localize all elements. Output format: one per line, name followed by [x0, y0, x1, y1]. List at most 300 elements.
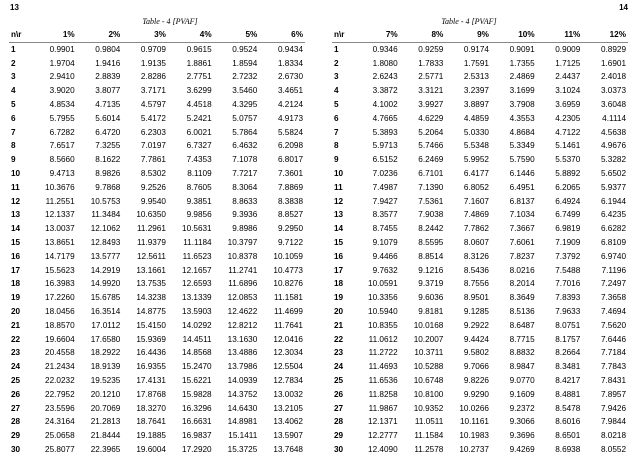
factor-cell: 8.0218 [600, 431, 626, 441]
factor-cell: 13.1339 [182, 293, 212, 303]
factor-cell: 1.8334 [277, 58, 303, 68]
period-cell: 18 [11, 279, 21, 289]
factor-cell: 8.4217 [555, 375, 581, 385]
factor-cell: 14.9920 [90, 279, 121, 289]
factor-cell: 21.8444 [90, 431, 121, 441]
table-row [332, 70, 628, 84]
factor-cell: 13.7535 [136, 279, 166, 289]
factor-cell: 5.2421 [186, 113, 212, 123]
factor-cell: 2.8286 [140, 72, 166, 82]
factor-cell: 13.1661 [136, 265, 166, 275]
factor-cell: 6.8109 [600, 237, 626, 247]
header-rate: 5% [214, 28, 260, 42]
pvaf-table-right [332, 28, 628, 457]
factor-cell: 1.8080 [372, 58, 398, 68]
factor-cell: 22.7952 [45, 389, 75, 399]
factor-cell: 7.9844 [600, 417, 626, 427]
factor-cell: 9.2922 [463, 320, 489, 330]
table-row [9, 429, 305, 443]
factor-cell: 7.6061 [509, 237, 535, 247]
factor-cell: 6.4177 [463, 168, 489, 178]
factor-cell: 19.6004 [136, 444, 166, 454]
factor-cell: 2.6243 [372, 72, 398, 82]
factor-cell: 10.3711 [414, 348, 444, 358]
factor-cell: 7.3255 [95, 141, 121, 151]
factor-cell: 7.6446 [600, 334, 626, 344]
factor-cell: 3.1024 [555, 86, 581, 96]
factor-cell: 10.8355 [368, 320, 398, 330]
factor-cell: 9.2372 [509, 403, 535, 413]
factor-cell: 12.0853 [227, 293, 258, 303]
factor-cell: 8.1109 [187, 168, 212, 178]
factor-cell: 2.5771 [418, 72, 444, 82]
table-row [9, 374, 305, 388]
factor-cell: 5.6014 [95, 113, 121, 123]
table-row [332, 277, 628, 291]
factor-cell: 5.9377 [600, 182, 626, 192]
factor-cell: 8.0216 [509, 265, 535, 275]
factor-cell: 10.1161 [459, 417, 489, 427]
factor-cell: 2.4018 [600, 72, 626, 82]
factor-cell: 18.8570 [45, 320, 75, 330]
factor-cell: 6.1446 [509, 168, 535, 178]
period-cell: 2 [334, 58, 339, 68]
factor-cell: 3.0373 [600, 86, 626, 96]
factor-cell: 16.3296 [182, 403, 212, 413]
period-cell: 11 [11, 182, 20, 192]
period-cell: 15 [11, 237, 21, 247]
factor-cell: 17.2260 [45, 293, 75, 303]
table-row [9, 126, 305, 140]
factor-cell: 9.6036 [418, 293, 444, 303]
factor-cell: 0.9434 [277, 44, 303, 54]
factor-cell: 15.1411 [228, 431, 258, 441]
table-row [9, 402, 305, 416]
factor-cell: 13.5903 [182, 306, 212, 316]
table-row [332, 264, 628, 278]
table-row [9, 153, 305, 167]
factor-cell: 3.9927 [418, 99, 444, 109]
period-cell: 15 [334, 237, 344, 247]
factor-cell: 13.5777 [90, 251, 121, 261]
period-cell: 29 [334, 431, 344, 441]
factor-cell: 9.4466 [372, 251, 398, 261]
factor-cell: 3.1699 [509, 86, 535, 96]
factor-cell: 7.7184 [600, 348, 626, 358]
table-row [9, 84, 305, 98]
factor-cell: 8.9847 [509, 362, 535, 372]
factor-cell: 4.4859 [463, 113, 489, 123]
factor-cell: 8.5302 [140, 168, 166, 178]
factor-cell: 16.4436 [136, 348, 166, 358]
table-row [9, 264, 305, 278]
period-cell: 6 [334, 113, 339, 123]
factor-cell: 9.8226 [463, 375, 489, 385]
factor-cell: 25.0658 [45, 431, 75, 441]
period-cell: 20 [11, 306, 21, 316]
factor-cell: 7.8237 [509, 251, 535, 261]
header-rate: 2% [77, 28, 123, 42]
factor-cell: 4.2124 [277, 99, 303, 109]
factor-cell: 8.7715 [509, 334, 535, 344]
factor-cell: 11.2578 [414, 444, 444, 454]
period-cell: 25 [334, 375, 344, 385]
period-cell: 12 [334, 196, 344, 206]
header-period: n\r [332, 28, 354, 42]
factor-cell: 7.6517 [49, 141, 75, 151]
factor-cell: 18.3270 [136, 403, 166, 413]
factor-cell: 10.1983 [459, 431, 489, 441]
period-cell: 30 [11, 444, 21, 454]
factor-cell: 10.0168 [413, 320, 444, 330]
table-row [332, 42, 628, 56]
period-cell: 25 [11, 375, 21, 385]
factor-cell: 3.6048 [600, 99, 626, 109]
factor-cell: 2.4437 [555, 72, 581, 82]
factor-cell: 7.1390 [418, 182, 444, 192]
factor-cell: 3.6959 [555, 99, 581, 109]
factor-cell: 5.3893 [372, 127, 398, 137]
factor-cell: 6.7499 [555, 210, 581, 220]
factor-cell: 16.3983 [45, 279, 75, 289]
factor-cell: 4.1002 [372, 99, 398, 109]
factor-cell: 24.3164 [45, 417, 75, 427]
header-rate: 9% [445, 28, 491, 42]
factor-cell: 7.7861 [140, 155, 166, 165]
factor-cell: 12.4090 [368, 444, 398, 454]
table-title-right: Table - 4 [PVAF] [441, 17, 497, 26]
factor-cell: 7.7843 [600, 362, 626, 372]
factor-cell: 11.4699 [274, 306, 303, 316]
factor-cell: 0.9091 [509, 44, 535, 54]
factor-cell: 1.9416 [95, 58, 121, 68]
factor-cell: 5.6502 [600, 168, 626, 178]
period-cell: 3 [11, 72, 16, 82]
factor-cell: 7.1607 [463, 196, 489, 206]
factor-cell: 21.2813 [90, 417, 121, 427]
factor-cell: 8.5136 [509, 306, 535, 316]
table-row [332, 250, 628, 264]
factor-cell: 7.1909 [555, 237, 581, 247]
factor-cell: 7.0197 [140, 141, 166, 151]
period-cell: 19 [334, 293, 344, 303]
factor-cell: 12.5611 [136, 251, 166, 261]
factor-cell: 7.2497 [600, 279, 626, 289]
factor-cell: 0.9524 [232, 44, 258, 54]
factor-cell: 4.3553 [509, 113, 535, 123]
period-cell: 9 [11, 155, 16, 165]
factor-cell: 4.5797 [140, 99, 166, 109]
factor-cell: 14.8568 [182, 348, 212, 358]
factor-cell: 15.2470 [182, 362, 212, 372]
period-cell: 11 [334, 182, 343, 192]
factor-cell: 4.9173 [277, 113, 303, 123]
header-rate: 4% [168, 28, 214, 42]
factor-cell: 12.3034 [273, 348, 303, 358]
factor-cell: 2.7232 [232, 72, 258, 82]
pvaf-table-left [9, 28, 305, 457]
header-rate: 6% [259, 28, 305, 42]
factor-cell: 11.8258 [368, 389, 398, 399]
header-rate: 3% [122, 28, 168, 42]
table-row [332, 360, 628, 374]
factor-cell: 12.2777 [368, 431, 398, 441]
period-cell: 21 [334, 320, 344, 330]
factor-cell: 8.3649 [509, 293, 535, 303]
factor-cell: 7.8869 [277, 182, 303, 192]
factor-cell: 9.4424 [463, 334, 489, 344]
factor-cell: 9.2526 [140, 182, 166, 192]
factor-cell: 6.4632 [232, 141, 258, 151]
table-row [332, 139, 628, 153]
period-cell: 29 [11, 431, 21, 441]
table-row [332, 333, 628, 347]
factor-cell: 8.6487 [509, 320, 535, 330]
factor-cell: 21.2434 [45, 362, 75, 372]
factor-cell: 9.5802 [463, 348, 489, 358]
factor-cell: 2.5313 [463, 72, 489, 82]
factor-cell: 8.0607 [463, 237, 489, 247]
table-row [9, 208, 305, 222]
period-cell: 17 [334, 265, 344, 275]
factor-cell: 3.6299 [186, 86, 212, 96]
factor-cell: 14.7179 [45, 251, 75, 261]
factor-cell: 6.2098 [277, 141, 303, 151]
factor-cell: 13.1630 [227, 334, 258, 344]
table-row [332, 236, 628, 250]
factor-cell: 6.7101 [418, 168, 444, 178]
factor-cell: 8.7556 [463, 279, 489, 289]
factor-cell: 7.9038 [418, 210, 444, 220]
factor-cell: 15.4150 [136, 320, 166, 330]
factor-cell: 5.5348 [463, 141, 489, 151]
table-row [332, 291, 628, 305]
factor-cell: 11.2722 [368, 348, 398, 358]
factor-cell: 2.7751 [186, 72, 212, 82]
header-rate: 12% [582, 28, 628, 42]
factor-cell: 11.6536 [368, 375, 398, 385]
table-row [332, 195, 628, 209]
factor-cell: 5.8892 [555, 168, 581, 178]
factor-cell: 11.6523 [182, 251, 212, 261]
factor-cell: 4.4518 [186, 99, 212, 109]
factor-cell: 8.7455 [372, 224, 398, 234]
factor-cell: 10.9352 [413, 403, 444, 413]
table-row [9, 98, 305, 112]
factor-cell: 9.7868 [95, 182, 121, 192]
period-cell: 30 [334, 444, 344, 454]
table-row [9, 42, 305, 56]
factor-cell: 10.3676 [45, 182, 75, 192]
factor-cell: 7.4987 [372, 182, 398, 192]
factor-cell: 1.7591 [463, 58, 489, 68]
factor-cell: 11.9379 [136, 237, 166, 247]
table-row [9, 319, 305, 333]
factor-cell: 7.5361 [418, 196, 444, 206]
factor-cell: 10.3797 [227, 237, 258, 247]
pvaf-table-left-container [9, 28, 305, 457]
factor-cell: 9.7066 [463, 362, 489, 372]
factor-cell: 23.5596 [45, 403, 75, 413]
factor-cell: 8.3577 [372, 210, 398, 220]
period-cell: 5 [11, 99, 16, 109]
factor-cell: 7.4353 [186, 155, 212, 165]
factor-cell: 10.5288 [413, 362, 444, 372]
table-row [332, 208, 628, 222]
factor-cell: 4.5638 [600, 127, 626, 137]
factor-cell: 6.8052 [463, 182, 489, 192]
factor-cell: 7.8393 [555, 293, 581, 303]
factor-cell: 9.4269 [509, 444, 535, 454]
table-row [332, 84, 628, 98]
factor-cell: 3.9020 [49, 86, 75, 96]
factor-cell: 11.7641 [274, 320, 303, 330]
factor-cell: 7.7862 [463, 224, 489, 234]
factor-cell: 0.8929 [600, 44, 626, 54]
factor-cell: 9.3851 [186, 196, 212, 206]
factor-cell: 18.9139 [90, 362, 121, 372]
factor-cell: 7.3667 [509, 224, 535, 234]
factor-cell: 4.6229 [418, 113, 444, 123]
period-cell: 17 [11, 265, 21, 275]
period-cell: 26 [11, 389, 21, 399]
factor-cell: 20.4558 [45, 348, 75, 358]
factor-cell: 1.6901 [600, 58, 626, 68]
factor-cell: 9.1285 [463, 306, 489, 316]
factor-cell: 2.4869 [509, 72, 535, 82]
factor-cell: 4.2305 [555, 113, 581, 123]
factor-cell: 8.6016 [555, 417, 581, 427]
factor-cell: 3.4651 [277, 86, 303, 96]
table-row [9, 277, 305, 291]
factor-cell: 7.9427 [372, 196, 398, 206]
period-cell: 13 [11, 210, 21, 220]
factor-cell: 6.7282 [49, 127, 75, 137]
factor-cell: 1.9135 [140, 58, 166, 68]
factor-cell: 7.0236 [372, 168, 398, 178]
table-row [9, 139, 305, 153]
period-cell: 10 [334, 168, 344, 178]
factor-cell: 8.6501 [555, 431, 581, 441]
period-cell: 26 [334, 389, 344, 399]
factor-cell: 11.3484 [91, 210, 121, 220]
factor-cell: 5.0330 [463, 127, 489, 137]
factor-cell: 13.4886 [227, 348, 258, 358]
factor-cell: 10.8378 [227, 251, 258, 261]
page-number-right: 14 [619, 3, 628, 12]
factor-cell: 4.8684 [509, 127, 535, 137]
factor-cell: 14.2919 [90, 265, 121, 275]
factor-cell: 8.9501 [463, 293, 489, 303]
factor-cell: 0.9901 [49, 44, 75, 54]
factor-cell: 6.5152 [372, 155, 398, 165]
factor-cell: 6.4951 [509, 182, 535, 192]
factor-cell: 5.2064 [418, 127, 444, 137]
period-cell: 4 [334, 86, 339, 96]
table-row [9, 167, 305, 181]
factor-cell: 25.8077 [45, 444, 75, 454]
table-header-row [9, 28, 305, 42]
factor-cell: 8.3481 [555, 362, 581, 372]
table-row [332, 153, 628, 167]
factor-cell: 15.5623 [45, 265, 75, 275]
factor-cell: 12.8212 [227, 320, 258, 330]
table-row [9, 415, 305, 429]
period-cell: 3 [334, 72, 339, 82]
factor-cell: 15.6785 [90, 293, 121, 303]
factor-cell: 22.0232 [45, 375, 75, 385]
factor-cell: 9.9540 [140, 196, 166, 206]
factor-cell: 8.1757 [555, 334, 581, 344]
factor-cell: 9.8986 [232, 224, 258, 234]
table-row [9, 333, 305, 347]
factor-cell: 0.9346 [372, 44, 398, 54]
factor-cell: 4.9676 [600, 141, 626, 151]
factor-cell: 6.9740 [600, 251, 626, 261]
factor-cell: 5.5370 [555, 155, 581, 165]
factor-cell: 8.2014 [509, 279, 535, 289]
factor-cell: 0.9709 [140, 44, 166, 54]
factor-cell: 6.2065 [555, 182, 581, 192]
header-rate: 10% [491, 28, 537, 42]
table-row [332, 374, 628, 388]
period-cell: 16 [334, 251, 344, 261]
factor-cell: 8.8514 [418, 251, 444, 261]
table-header-row [332, 28, 628, 42]
table-row [9, 222, 305, 236]
factor-cell: 8.2442 [418, 224, 444, 234]
factor-cell: 2.9410 [49, 72, 75, 82]
factor-cell: 8.0751 [555, 320, 581, 330]
header-rate: 11% [537, 28, 583, 42]
table-title-left: Table - 4 [PVAF] [142, 17, 198, 26]
factor-cell: 9.3066 [509, 417, 535, 427]
factor-cell: 6.7327 [186, 141, 212, 151]
factor-cell: 9.2950 [277, 224, 303, 234]
factor-cell: 4.7122 [555, 127, 581, 137]
period-cell: 4 [11, 86, 16, 96]
table-row [9, 70, 305, 84]
factor-cell: 11.0511 [414, 417, 444, 427]
factor-cell: 11.2961 [136, 224, 166, 234]
factor-cell: 11.9867 [368, 403, 398, 413]
table-row [332, 443, 628, 457]
factor-cell: 13.0032 [273, 389, 303, 399]
factor-cell: 8.8832 [509, 348, 535, 358]
factor-cell: 6.8137 [509, 196, 535, 206]
factor-cell: 8.9826 [95, 168, 121, 178]
factor-cell: 10.4773 [273, 265, 303, 275]
period-cell: 19 [11, 293, 21, 303]
factor-cell: 0.9259 [418, 44, 444, 54]
table-row [9, 443, 305, 457]
factor-cell: 5.7955 [49, 113, 75, 123]
factor-cell: 9.3696 [509, 431, 535, 441]
period-cell: 16 [11, 251, 21, 261]
factor-cell: 11.0612 [368, 334, 398, 344]
factor-cell: 10.6748 [413, 375, 444, 385]
factor-cell: 17.6580 [90, 334, 121, 344]
factor-cell: 6.6282 [600, 224, 626, 234]
period-cell: 22 [11, 334, 21, 344]
factor-cell: 10.8100 [413, 389, 444, 399]
period-cell: 5 [334, 99, 339, 109]
factor-cell: 4.7665 [372, 113, 398, 123]
factor-cell: 4.8534 [49, 99, 75, 109]
factor-cell: 1.7125 [555, 58, 581, 68]
factor-cell: 9.4713 [49, 168, 75, 178]
pvaf-table-right-container [332, 28, 628, 457]
